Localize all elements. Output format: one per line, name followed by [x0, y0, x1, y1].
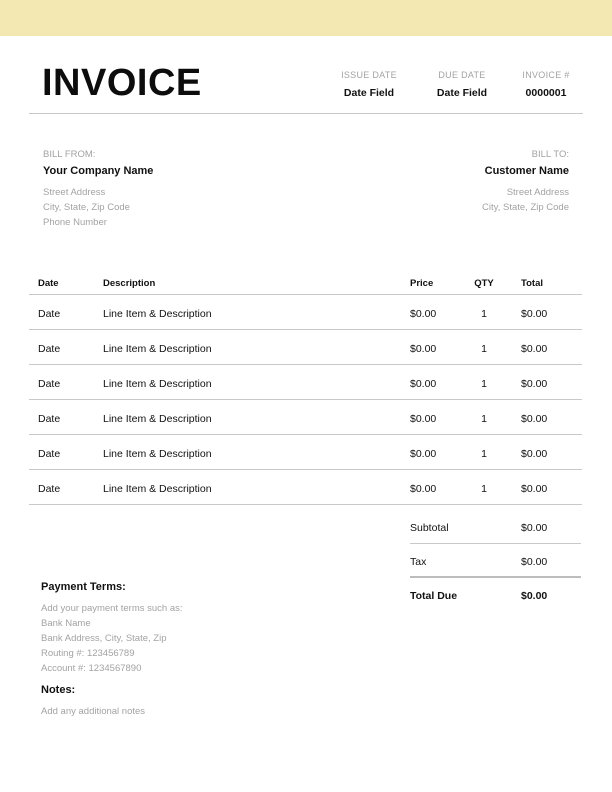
cell-date[interactable]: Date: [38, 448, 61, 460]
bill-to-label: BILL TO:: [531, 149, 569, 160]
cell-description[interactable]: Line Item & Description: [103, 308, 212, 320]
table-row: [29, 330, 582, 365]
bill-to-street[interactable]: Street Address: [506, 187, 569, 198]
column-header-description: Description: [103, 278, 156, 289]
table-row: [29, 435, 582, 470]
bill-from-phone[interactable]: Phone Number: [43, 217, 107, 228]
notes-title: Notes:: [41, 684, 76, 696]
cell-total[interactable]: $0.00: [521, 483, 548, 495]
bill-to-name[interactable]: Customer Name: [484, 165, 569, 177]
invoice-number-value[interactable]: 0000001: [525, 87, 567, 99]
subtotal-label: Subtotal: [410, 522, 449, 534]
payment-terms-line[interactable]: Bank Address, City, State, Zip: [41, 633, 167, 644]
cell-total[interactable]: $0.00: [521, 378, 548, 390]
line-items-table: [29, 270, 582, 505]
total-due-label: Total Due: [410, 590, 458, 602]
tax-label: Tax: [410, 556, 427, 568]
bill-from-label: BILL FROM:: [43, 149, 96, 160]
issue-date-value[interactable]: Date Field: [343, 87, 395, 99]
payment-terms-line[interactable]: Routing #: 123456789: [41, 648, 135, 659]
tax-value[interactable]: $0.00: [521, 556, 548, 568]
cell-description[interactable]: Line Item & Description: [103, 343, 212, 355]
table-row: [29, 295, 582, 330]
cell-description[interactable]: Line Item & Description: [103, 448, 212, 460]
totals-block: [410, 510, 581, 612]
column-header-price: Price: [410, 278, 434, 289]
cell-qty[interactable]: 1: [481, 378, 487, 390]
due-date-block: [428, 70, 496, 99]
subtotal-value[interactable]: $0.00: [521, 522, 548, 534]
cell-qty[interactable]: 1: [481, 483, 487, 495]
bill-to-city[interactable]: City, State, Zip Code: [482, 202, 569, 213]
table-row: [29, 470, 582, 505]
payment-terms-title: Payment Terms:: [41, 581, 126, 593]
table-header-row: [29, 270, 582, 295]
cell-price[interactable]: $0.00: [410, 413, 437, 425]
issue-date-block: [336, 70, 402, 99]
cell-price[interactable]: $0.00: [410, 308, 437, 320]
cell-total[interactable]: $0.00: [521, 308, 548, 320]
cell-total[interactable]: $0.00: [521, 448, 548, 460]
invoice-number-block: [516, 70, 576, 99]
cell-date[interactable]: Date: [38, 483, 61, 495]
bill-from-street[interactable]: Street Address: [43, 187, 106, 198]
header-divider: [29, 113, 583, 114]
cell-price[interactable]: $0.00: [410, 343, 437, 355]
tax-row: [410, 544, 581, 578]
issue-date-label: ISSUE DATE: [341, 70, 397, 80]
bill-from-city[interactable]: City, State, Zip Code: [43, 202, 130, 213]
table-row: [29, 365, 582, 400]
notes-text[interactable]: Add any additional notes: [41, 706, 146, 717]
cell-description[interactable]: Line Item & Description: [103, 413, 212, 425]
cell-qty[interactable]: 1: [481, 448, 487, 460]
bill-from-block: [43, 149, 153, 227]
cell-date[interactable]: Date: [38, 378, 61, 390]
cell-qty[interactable]: 1: [481, 343, 487, 355]
invoice-title: INVOICE: [42, 62, 202, 104]
cell-price[interactable]: $0.00: [410, 483, 437, 495]
invoice-number-label: INVOICE #: [522, 70, 570, 80]
cell-total[interactable]: $0.00: [521, 343, 548, 355]
notes-block: [41, 684, 145, 716]
column-header-date: Date: [38, 278, 59, 289]
payment-terms-block: [41, 581, 183, 673]
due-date-label: DUE DATE: [438, 70, 486, 80]
column-header-total: Total: [521, 278, 543, 289]
subtotal-row: [410, 510, 581, 544]
payment-terms-line[interactable]: Bank Name: [41, 618, 91, 629]
cell-price[interactable]: $0.00: [410, 448, 437, 460]
header-color-band: [0, 0, 612, 36]
cell-description[interactable]: Line Item & Description: [103, 378, 212, 390]
column-header-qty: QTY: [474, 278, 494, 289]
payment-terms-line[interactable]: Add your payment terms such as:: [41, 603, 183, 614]
cell-total[interactable]: $0.00: [521, 413, 548, 425]
table-row: [29, 400, 582, 435]
cell-price[interactable]: $0.00: [410, 378, 437, 390]
bill-to-block: [482, 149, 569, 212]
cell-date[interactable]: Date: [38, 413, 61, 425]
total-due-row: [410, 578, 581, 612]
cell-date[interactable]: Date: [38, 343, 61, 355]
cell-date[interactable]: Date: [38, 308, 61, 320]
due-date-value[interactable]: Date Field: [436, 87, 488, 99]
cell-qty[interactable]: 1: [481, 308, 487, 320]
payment-terms-line[interactable]: Account #: 1234567890: [41, 663, 142, 674]
cell-description[interactable]: Line Item & Description: [103, 483, 212, 495]
cell-qty[interactable]: 1: [481, 413, 487, 425]
total-due-value[interactable]: $0.00: [521, 590, 548, 602]
bill-from-name[interactable]: Your Company Name: [43, 165, 154, 177]
